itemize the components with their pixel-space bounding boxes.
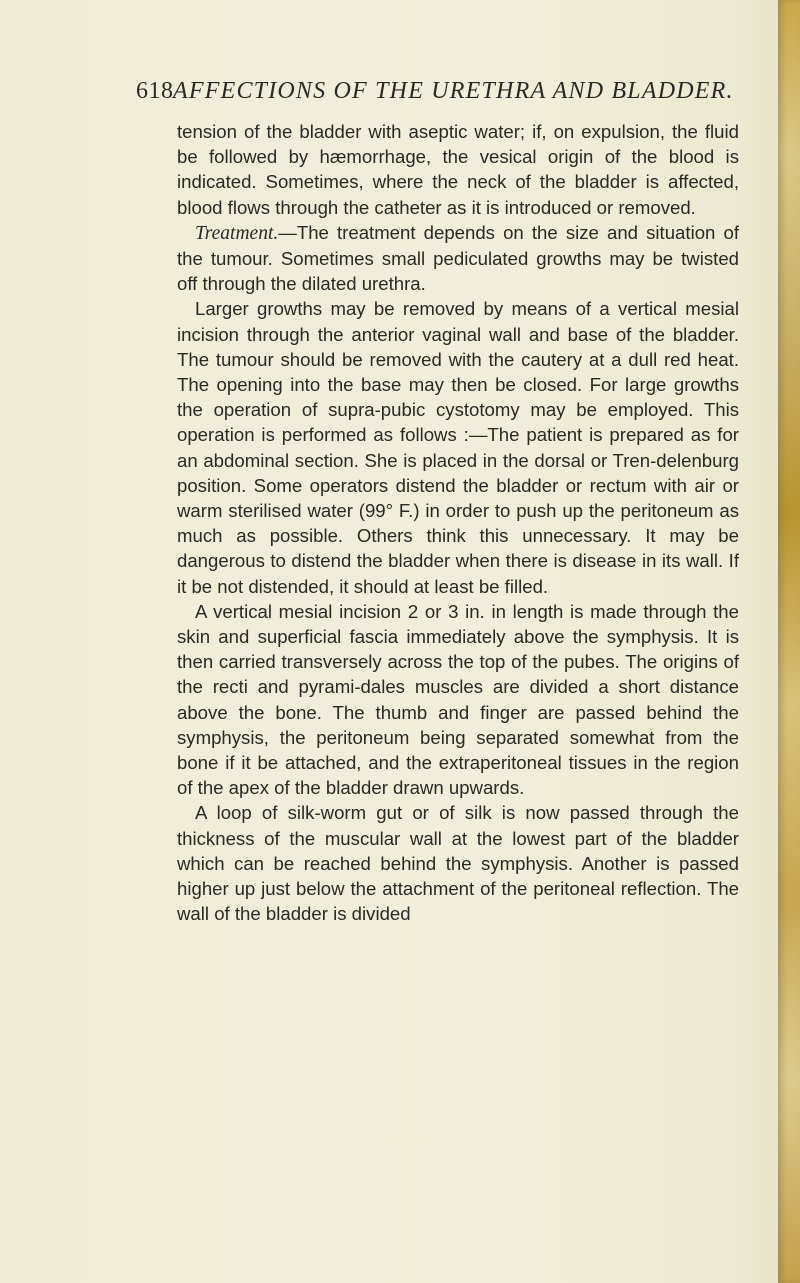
paragraph-1: tension of the bladder with aseptic water; if, on expulsion, the fluid be followed by hæmorrhage, the vesical origin of the blood is indicated. Sometimes, where the neck of the bladder is affected, blood flows through the catheter as it is introduced or removed. <box>177 121 739 218</box>
paragraph-4: A vertical mesial incision 2 or 3 in. in length is made through the skin and superficial fascia immediately above the symphysis. It is then carried transversely across the top of the pubes. The origins of the recti and pyrami-dales muscles are divided a short distance above the bone. The thumb and finger are passed behind the symphysis, the peritoneum being separated somewhat from the bone if it be attached, and the extraperitoneal tissues in the region of the apex of the bladder drawn upwards. <box>177 600 739 799</box>
page-number: 618 <box>136 78 174 104</box>
paragraph-2 <box>177 220 739 297</box>
body-text <box>177 119 739 927</box>
running-header <box>136 78 753 105</box>
paragraph-3: Larger growths may be removed by means of a vertical mesial incision through the anterior vaginal wall and base of the bladder. The tumour should be removed with the cautery at a dull red heat. The opening into the base may then be closed. For large growths the operation of supra-pubic cystotomy may be employed. This operation is performed as follows :—The patient is prepared as for an abdominal section. She is placed in the dorsal or Tren-delenburg position. Some operators distend the bladder or rectum with air or warm sterilised water (99° F.) in order to push up the peritoneum as much as possible. Others think this unnecessary. It may be dangerous to distend the bladder when there is disease in its wall. If it be not distended, it should at least be filled. <box>177 298 739 597</box>
treatment-heading: Treatment. <box>195 222 279 244</box>
page-edge <box>778 0 800 1283</box>
paragraph-2-text: —The treatment depends on the size and situation of the tumour. Sometimes small pediculated growths may be twisted off through the dilated urethra. <box>177 221 739 295</box>
running-title: AFFECTIONS OF THE URETHRA AND BLADDER. <box>173 78 734 104</box>
paragraph-5: A loop of silk-worm gut or of silk is now passed through the thickness of the muscular wall at the lowest part of the bladder which can be reached behind the symphysis. Another is passed higher up just below the attachment of the peritoneal reflection. The wall of the bladder is divided <box>177 802 739 925</box>
